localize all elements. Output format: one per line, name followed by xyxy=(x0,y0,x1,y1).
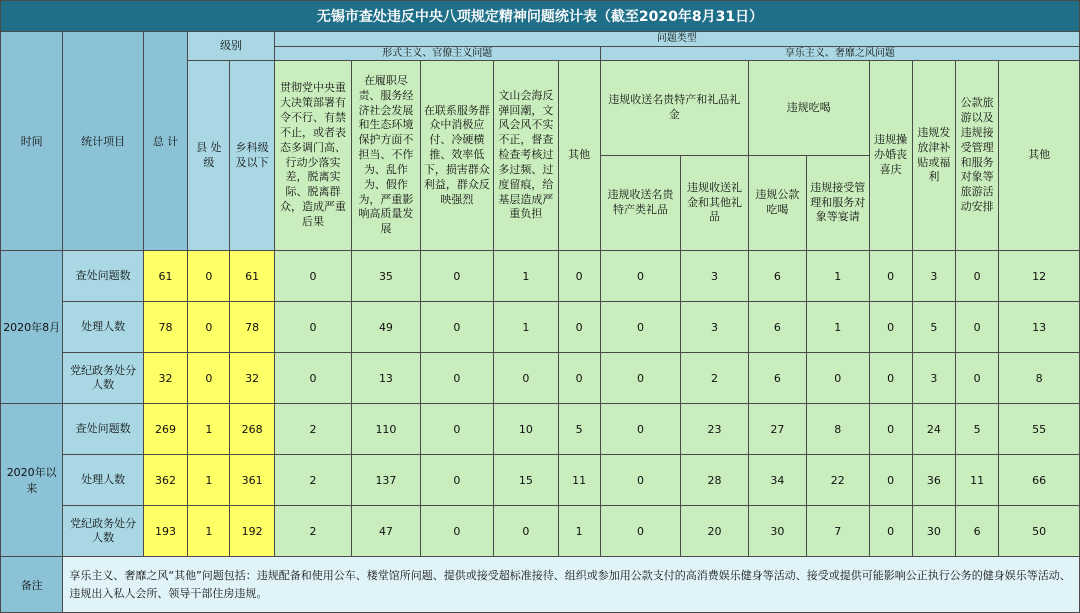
value-cell: 61 xyxy=(230,251,274,302)
header-hedonism: 享乐主义、奢靡之风问题 xyxy=(600,46,1079,61)
value-cell: 50 xyxy=(999,506,1080,557)
value-cell: 2 xyxy=(274,506,351,557)
value-cell: 0 xyxy=(600,404,681,455)
value-cell: 3 xyxy=(681,302,748,353)
header-other: 其他 xyxy=(999,61,1080,251)
value-cell: 0 xyxy=(600,353,681,404)
header-gift1: 违规收送名贵特产类礼品 xyxy=(600,156,681,251)
header-f3: 在联系服务群众中消极应付、冷硬横推、效率低下，损害群众利益，群众反映强烈 xyxy=(420,61,493,251)
value-cell: 269 xyxy=(143,404,187,455)
value-cell: 36 xyxy=(912,455,955,506)
value-cell: 0 xyxy=(420,506,493,557)
value-cell: 193 xyxy=(143,506,187,557)
value-cell: 5 xyxy=(912,302,955,353)
value-cell: 0 xyxy=(558,353,600,404)
value-cell: 8 xyxy=(999,353,1080,404)
value-cell: 0 xyxy=(869,251,912,302)
value-cell: 11 xyxy=(956,455,999,506)
value-cell: 11 xyxy=(558,455,600,506)
value-cell: 0 xyxy=(188,353,230,404)
header-total: 总 计 xyxy=(143,32,187,251)
value-cell: 0 xyxy=(494,506,558,557)
row-label: 党纪政务处分人数 xyxy=(63,506,144,557)
value-cell: 0 xyxy=(558,302,600,353)
value-cell: 35 xyxy=(352,251,420,302)
header-f1: 贯彻党中央重大决策部署有令不行、有禁不止，或者表态多调门高、行动少落实差，脱离实际、脱离群众，造成严重后果 xyxy=(274,61,351,251)
value-cell: 0 xyxy=(956,353,999,404)
row-label: 党纪政务处分人数 xyxy=(63,353,144,404)
table-row xyxy=(1,455,1080,506)
value-cell: 0 xyxy=(494,353,558,404)
value-cell: 1 xyxy=(807,302,869,353)
header-item: 统计项目 xyxy=(63,32,144,251)
value-cell: 0 xyxy=(869,353,912,404)
note-text: 享乐主义、奢靡之风“其他”问题包括：违规配备和使用公车、楼堂馆所问题、提供或接受超标准接待、组织或参加用公款支付的高消费娱乐健身等活动、接受或提供可能影响公正执行公务的健身娱乐等活动、违规出入私人会所、领导干部住房违规。 xyxy=(63,557,1080,613)
header-eat: 违规吃喝 xyxy=(748,61,869,156)
value-cell: 3 xyxy=(912,353,955,404)
value-cell: 66 xyxy=(999,455,1080,506)
header-formalism: 形式主义、官僚主义问题 xyxy=(274,46,600,61)
value-cell: 6 xyxy=(748,353,806,404)
value-cell: 0 xyxy=(600,302,681,353)
period-label: 2020年8月 xyxy=(1,251,63,404)
value-cell: 0 xyxy=(274,302,351,353)
value-cell: 1 xyxy=(494,251,558,302)
value-cell: 0 xyxy=(420,455,493,506)
table-row xyxy=(1,506,1080,557)
value-cell: 8 xyxy=(807,404,869,455)
value-cell: 10 xyxy=(494,404,558,455)
value-cell: 0 xyxy=(869,404,912,455)
value-cell: 0 xyxy=(869,302,912,353)
value-cell: 110 xyxy=(352,404,420,455)
value-cell: 0 xyxy=(188,302,230,353)
value-cell: 0 xyxy=(807,353,869,404)
row-label: 查处问题数 xyxy=(63,404,144,455)
header-county-level: 县 处 级 xyxy=(188,61,230,251)
value-cell: 0 xyxy=(274,251,351,302)
table-row xyxy=(1,251,1080,302)
value-cell: 1 xyxy=(188,506,230,557)
table-row xyxy=(1,302,1080,353)
value-cell: 0 xyxy=(869,455,912,506)
table-row xyxy=(1,353,1080,404)
value-cell: 32 xyxy=(230,353,274,404)
value-cell: 1 xyxy=(188,404,230,455)
value-cell: 55 xyxy=(999,404,1080,455)
value-cell: 0 xyxy=(956,302,999,353)
value-cell: 0 xyxy=(420,404,493,455)
header-eat1: 违规公款吃喝 xyxy=(748,156,806,251)
value-cell: 3 xyxy=(912,251,955,302)
row-label: 查处问题数 xyxy=(63,251,144,302)
header-f5: 其他 xyxy=(558,61,600,251)
value-cell: 13 xyxy=(999,302,1080,353)
header-problem-type: 问题类型 xyxy=(274,32,1079,47)
value-cell: 1 xyxy=(558,506,600,557)
value-cell: 192 xyxy=(230,506,274,557)
row-label: 处理人数 xyxy=(63,455,144,506)
value-cell: 6 xyxy=(748,302,806,353)
value-cell: 2 xyxy=(274,455,351,506)
value-cell: 0 xyxy=(956,251,999,302)
header-allowance: 违规发放津补贴或福利 xyxy=(912,61,955,251)
value-cell: 24 xyxy=(912,404,955,455)
header-eat2: 违规接受管理和服务对象等宴请 xyxy=(807,156,869,251)
value-cell: 47 xyxy=(352,506,420,557)
value-cell: 30 xyxy=(748,506,806,557)
note-label: 备注 xyxy=(1,557,63,613)
header-gift2: 违规收送礼金和其他礼品 xyxy=(681,156,748,251)
table-row xyxy=(1,404,1080,455)
value-cell: 3 xyxy=(681,251,748,302)
value-cell: 30 xyxy=(912,506,955,557)
header-f2: 在履职尽责、服务经济社会发展和生态环境保护方面不担当、不作为、乱作为、假作为，严重影响高质量发展 xyxy=(352,61,420,251)
value-cell: 78 xyxy=(143,302,187,353)
value-cell: 23 xyxy=(681,404,748,455)
value-cell: 0 xyxy=(420,251,493,302)
value-cell: 61 xyxy=(143,251,187,302)
value-cell: 32 xyxy=(143,353,187,404)
value-cell: 78 xyxy=(230,302,274,353)
value-cell: 0 xyxy=(274,353,351,404)
value-cell: 0 xyxy=(420,302,493,353)
value-cell: 0 xyxy=(420,353,493,404)
value-cell: 20 xyxy=(681,506,748,557)
value-cell: 5 xyxy=(558,404,600,455)
value-cell: 0 xyxy=(558,251,600,302)
value-cell: 0 xyxy=(600,251,681,302)
value-cell: 1 xyxy=(188,455,230,506)
value-cell: 22 xyxy=(807,455,869,506)
period-label: 2020年以来 xyxy=(1,404,63,557)
header-township-level: 乡科级及以下 xyxy=(230,61,274,251)
value-cell: 137 xyxy=(352,455,420,506)
value-cell: 361 xyxy=(230,455,274,506)
value-cell: 0 xyxy=(600,455,681,506)
data-body xyxy=(1,251,1080,557)
table-title: 无锡市查处违反中央八项规定精神问题统计表（截至2020年8月31日） xyxy=(1,1,1080,32)
row-label: 处理人数 xyxy=(63,302,144,353)
value-cell: 15 xyxy=(494,455,558,506)
value-cell: 1 xyxy=(494,302,558,353)
value-cell: 1 xyxy=(807,251,869,302)
value-cell: 362 xyxy=(143,455,187,506)
value-cell: 6 xyxy=(748,251,806,302)
value-cell: 5 xyxy=(956,404,999,455)
value-cell: 2 xyxy=(681,353,748,404)
header-time: 时间 xyxy=(1,32,63,251)
value-cell: 7 xyxy=(807,506,869,557)
value-cell: 268 xyxy=(230,404,274,455)
header-gift: 违规收送名贵特产和礼品礼金 xyxy=(600,61,748,156)
value-cell: 2 xyxy=(274,404,351,455)
value-cell: 27 xyxy=(748,404,806,455)
value-cell: 6 xyxy=(956,506,999,557)
value-cell: 0 xyxy=(188,251,230,302)
header-wedding: 违规操办婚丧喜庆 xyxy=(869,61,912,251)
value-cell: 13 xyxy=(352,353,420,404)
header-level: 级别 xyxy=(188,32,275,61)
header-travel: 公款旅游以及违规接受管理和服务对象等旅游活动安排 xyxy=(956,61,999,251)
value-cell: 34 xyxy=(748,455,806,506)
value-cell: 12 xyxy=(999,251,1080,302)
value-cell: 0 xyxy=(869,506,912,557)
value-cell: 28 xyxy=(681,455,748,506)
value-cell: 49 xyxy=(352,302,420,353)
value-cell: 0 xyxy=(600,506,681,557)
header-f4: 文山会海反弹回潮，文风会风不实不正，督查检查考核过多过频、过度留痕，给基层造成严重负担 xyxy=(494,61,558,251)
